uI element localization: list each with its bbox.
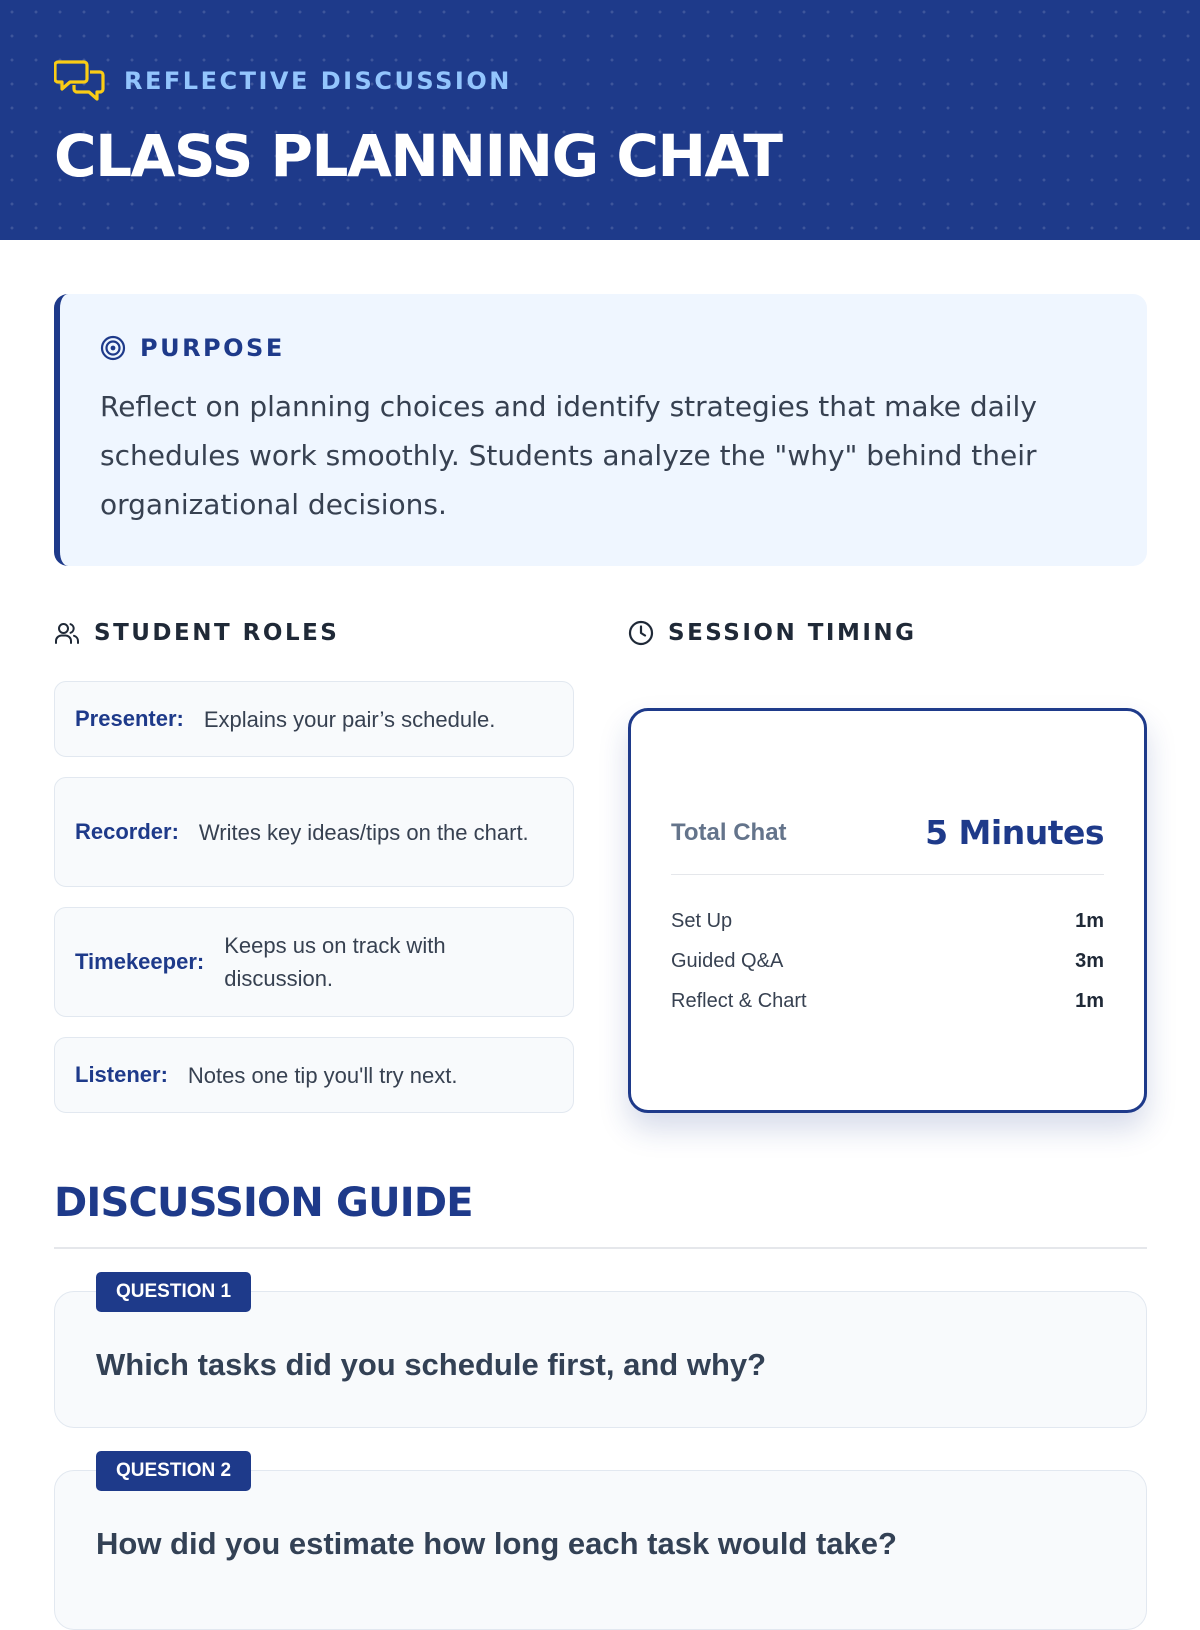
role-name: Recorder: <box>75 819 179 844</box>
role-name: Listener: <box>75 1062 168 1087</box>
timing-row-label: Set Up <box>671 909 733 932</box>
purpose-text: Reflect on planning choices and identify strategies that make daily schedules work smoothly. Students analyze the "why" behind their organizational decisions. <box>100 390 1037 521</box>
role-card-presenter <box>54 681 574 757</box>
total-value: 5 Minutes <box>925 813 1104 852</box>
role-name: Presenter: <box>75 706 184 731</box>
timing-row-duration: 3m <box>1075 949 1104 972</box>
role-description: Keeps us on track with discussion. <box>224 933 446 991</box>
student-roles-label: STUDENT ROLES <box>94 620 340 646</box>
timing-row-label: Guided Q&A <box>671 949 784 972</box>
role-description: Writes key ideas/tips on the chart. <box>198 819 529 845</box>
header-eyebrow-row <box>54 56 512 106</box>
timing-row-duration: 1m <box>1075 989 1104 1012</box>
role-card-listener <box>54 1037 574 1113</box>
discussion-guide-title: DISCUSSION GUIDE <box>54 1180 473 1226</box>
timing-row <box>671 941 1104 981</box>
divider <box>54 1247 1147 1249</box>
chat-bubbles-icon <box>54 56 106 106</box>
timing-row <box>671 901 1104 941</box>
purpose-heading <box>100 334 1107 362</box>
timing-breakdown <box>671 901 1104 1021</box>
role-card-recorder <box>54 777 574 887</box>
timing-total-row <box>671 807 1104 875</box>
timing-row-label: Reflect & Chart <box>671 989 807 1012</box>
role-name: Timekeeper: <box>75 949 205 974</box>
session-timing-card <box>628 708 1147 1113</box>
timing-row <box>671 981 1104 1021</box>
total-label: Total Chat <box>671 818 787 846</box>
question-text: How did you estimate how long each task would take? <box>96 1526 897 1561</box>
student-roles-heading <box>54 620 339 646</box>
purpose-panel <box>54 294 1147 566</box>
question-badge: QUESTION 2 <box>96 1451 251 1491</box>
session-timing-heading <box>628 620 917 646</box>
header-eyebrow: REFLECTIVE DISCUSSION <box>124 67 512 95</box>
page-header <box>0 0 1200 240</box>
target-icon <box>100 335 126 361</box>
purpose-label: PURPOSE <box>140 334 285 362</box>
timing-row-duration: 1m <box>1075 909 1104 932</box>
question-text: Which tasks did you schedule first, and why? <box>96 1347 767 1382</box>
users-icon <box>54 620 80 646</box>
page-title: CLASS PLANNING CHAT <box>54 122 782 190</box>
role-card-timekeeper <box>54 907 574 1017</box>
clock-icon <box>628 620 654 646</box>
role-description: Explains your pair’s schedule. <box>203 706 496 732</box>
session-timing-label: SESSION TIMING <box>668 620 917 646</box>
question-badge: QUESTION 1 <box>96 1272 251 1312</box>
role-description: Notes one tip you'll try next. <box>187 1062 458 1088</box>
